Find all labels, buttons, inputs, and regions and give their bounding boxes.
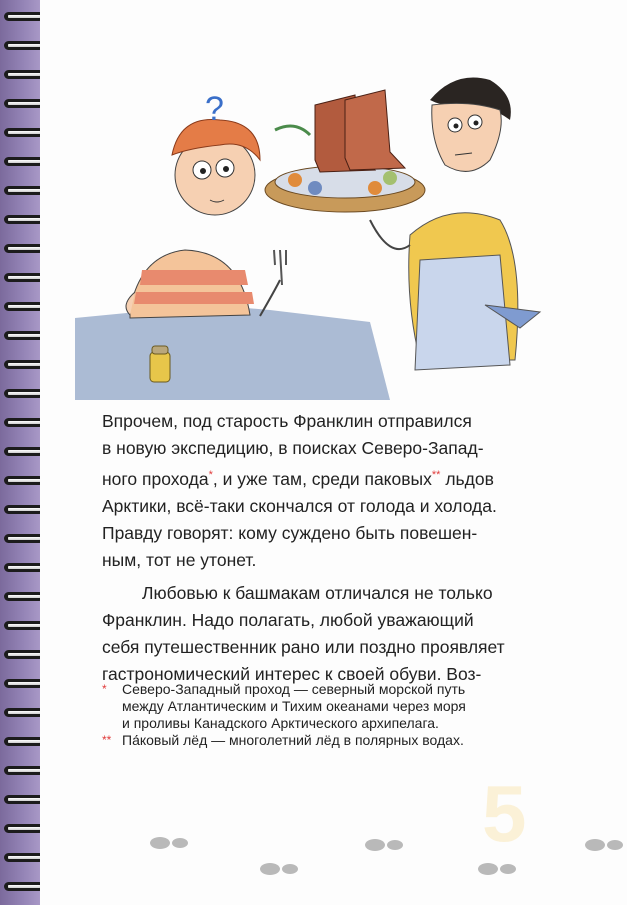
footnote-marker: * (208, 469, 213, 481)
spiral-ring (4, 766, 44, 775)
text-line: льдов (440, 468, 494, 489)
spiral-ring (4, 592, 44, 601)
table (75, 305, 390, 400)
spiral-ring (4, 12, 44, 21)
text-line: Франклин. Надо полагать, любой уважающий (102, 609, 474, 630)
spiral-ring (4, 621, 44, 630)
spiral-ring (4, 447, 44, 456)
spiral-ring (4, 534, 44, 543)
spiral-ring (4, 186, 44, 195)
spiral-ring (4, 476, 44, 485)
paragraph-1 (102, 408, 522, 574)
spiral-ring (4, 737, 44, 746)
footnote-line: Северо-Западный проход — северный морской путь (122, 681, 466, 697)
text-line: Правду говорят: кому суждено быть повешен- (102, 522, 478, 543)
footnote-line: и проливы Канадского Арктического архипелага. (122, 715, 439, 731)
spiral-ring (4, 302, 44, 311)
spiral-ring (4, 273, 44, 282)
illustration (70, 60, 570, 400)
boy-figure (126, 119, 286, 318)
spiral-ring (4, 795, 44, 804)
text-line: Впрочем, под старость Франклин отправился (102, 411, 472, 431)
footprint-icon (478, 863, 516, 875)
spiral-ring (4, 70, 44, 79)
spiral-ring (4, 853, 44, 862)
text-line: в новую экспедицию, в поисках Северо-Запад- (102, 438, 484, 458)
spiral-ring (4, 215, 44, 224)
spiral-ring (4, 128, 44, 137)
spiral-ring (4, 244, 44, 253)
page-number: 5 (482, 769, 527, 858)
spiral-ring (4, 650, 44, 659)
fork (274, 250, 286, 285)
footprint-icon (150, 837, 188, 849)
spiral-ring (4, 99, 44, 108)
spiral-ring (4, 563, 44, 572)
spiral-ring (4, 157, 44, 166)
boots-on-tray (315, 90, 405, 172)
footnote-line: Па́ковый лёд — многолетний лёд в полярных водах. (122, 732, 464, 748)
footnote-marker: * (102, 682, 107, 696)
salt-shaker (150, 352, 170, 382)
spiral-ring (4, 882, 44, 891)
spiral-ring (4, 360, 44, 369)
spiral-ring (4, 389, 44, 398)
question-mark-icon: ? (205, 90, 224, 128)
spiral-ring (4, 824, 44, 833)
body-text (102, 408, 522, 688)
footnote-line: между Атлантическим и Тихим океанами через моря (122, 698, 466, 714)
spiral-ring (4, 41, 44, 50)
text-line: Арктики, всё-таки скончался от голода и холода. (102, 495, 497, 516)
text-line: , и уже там, среди паковых (212, 468, 432, 489)
text-line: гастрономический интерес к своей обуви. Воз- (102, 663, 482, 684)
footnote-1 (102, 681, 522, 732)
spiral-ring (4, 418, 44, 427)
footnote-2 (102, 732, 522, 749)
waiter-figure (370, 78, 540, 371)
paragraph-2 (102, 580, 522, 688)
footnote-marker: ** (431, 469, 441, 481)
footnotes (102, 681, 522, 749)
spiral-binding (0, 0, 40, 905)
spiral-ring (4, 708, 44, 717)
text-line: Любовью к башмакам отличался не только (142, 582, 493, 603)
footprint-icon (260, 863, 298, 875)
text-line: ным, тот не утонет. (102, 549, 257, 570)
spiral-ring (4, 679, 44, 688)
footnote-marker: ** (102, 733, 112, 747)
footprint-icon (585, 839, 623, 851)
spiral-ring (4, 505, 44, 514)
text-line: себя путешественник рано или поздно проявляет (102, 636, 505, 657)
book-page (40, 0, 627, 905)
spiral-ring (4, 331, 44, 340)
footprint-icon (365, 839, 403, 851)
footprints-decoration (40, 825, 627, 895)
text-line: ного прохода (102, 468, 209, 489)
